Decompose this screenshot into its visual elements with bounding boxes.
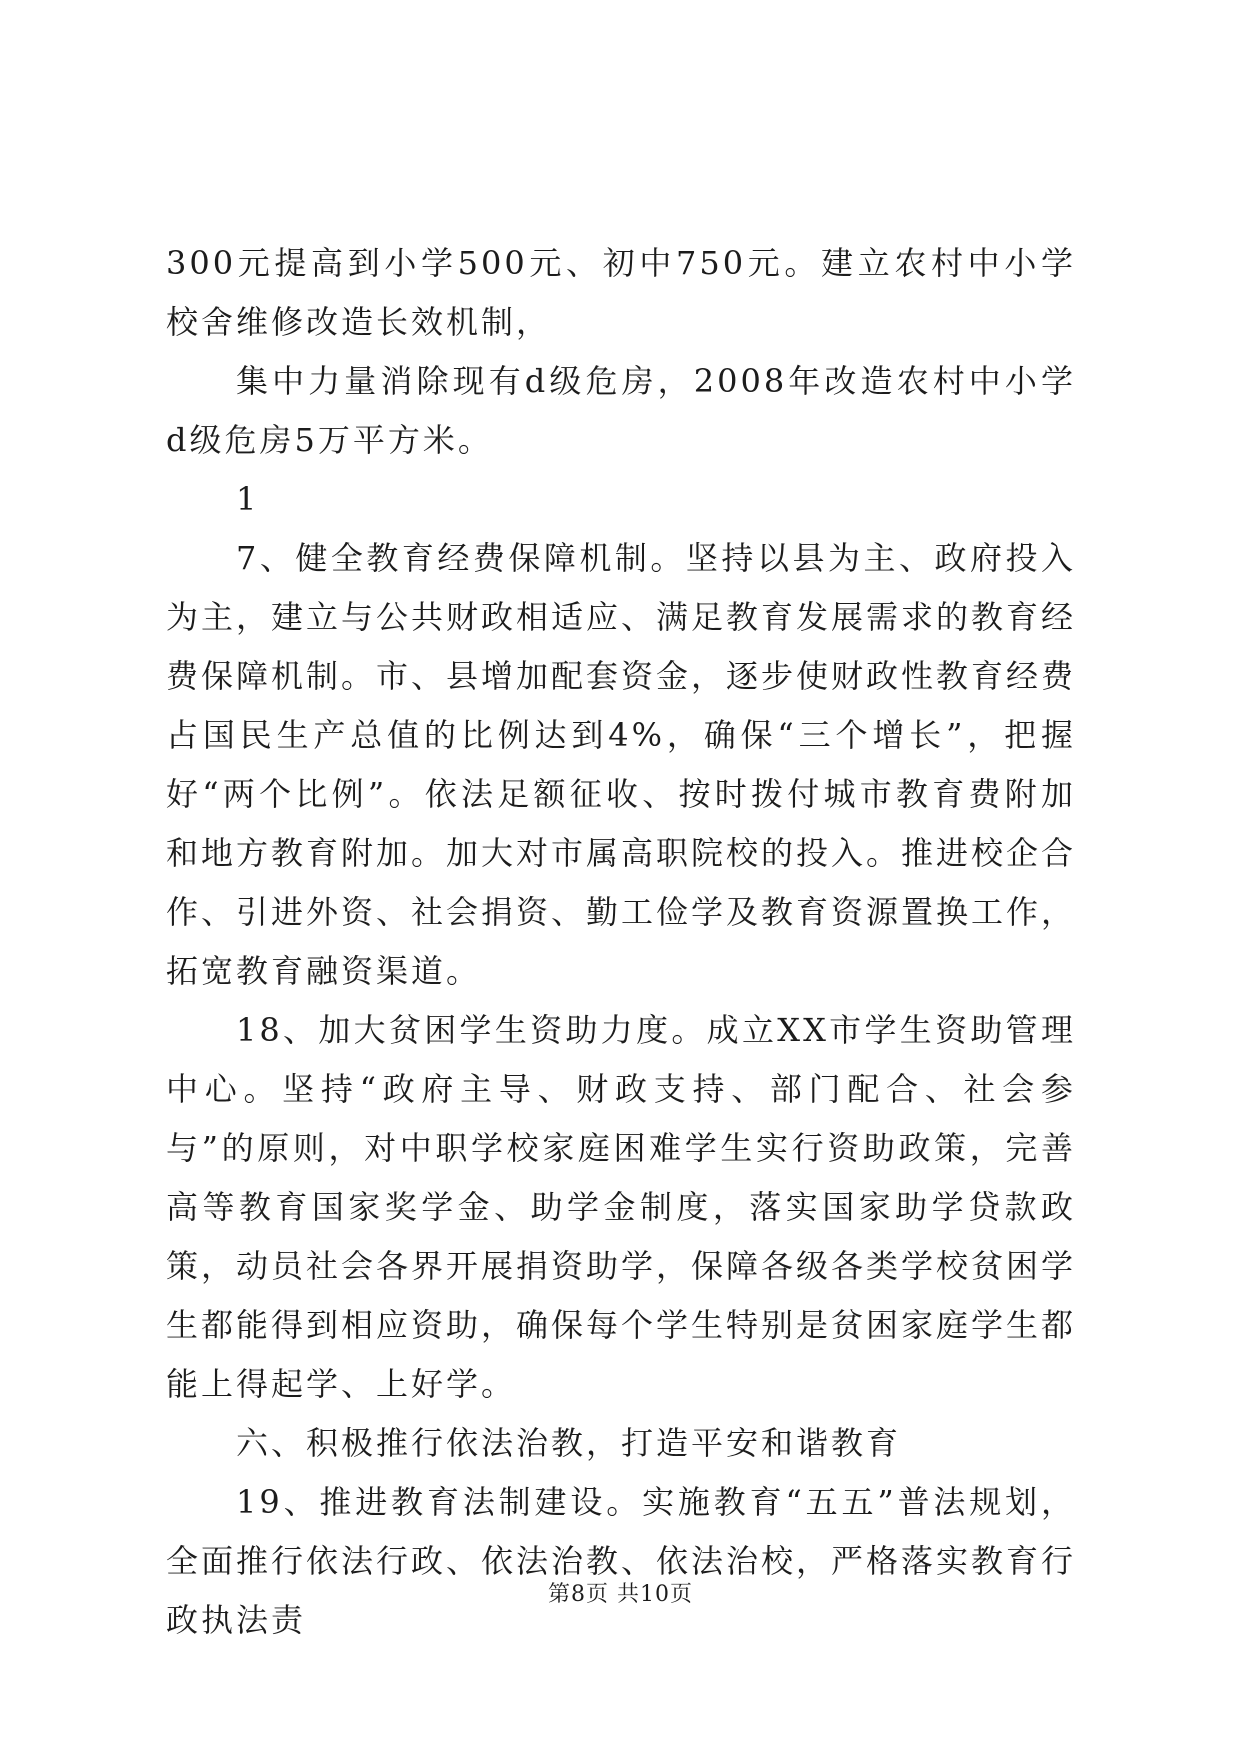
paragraph-1: 300元提高到小学500元、初中750元。建立农村中小学校舍维修改造长效机制，: [166, 244, 1076, 341]
section-heading: 六、积极推行依法治教，打造平安和谐教育: [236, 1424, 902, 1462]
paragraph-3: 1: [236, 480, 260, 518]
document-body: [166, 234, 1076, 1650]
paragraph-6: 19、推进教育法制建设。实施教育“五五”普法规划，全面推行依法行政、依法治教、依法治校，严格落实教育行政执法责: [166, 1483, 1077, 1639]
paragraph-4: 7、健全教育经费保障机制。坚持以县为主、政府投入为主，建立与公共财政相适应、满足教育发展需求的教育经费保障机制。市、县增加配套资金，逐步使财政性教育经费占国民生产总值的比例达到4%，确保“三个增长”，把握好“两个比例”。依法足额征收、按时拨付城市教育费附加和地方教育附加。加大对市属高职院校的投入。推进校企合作、引进外资、社会捐资、勤工俭学及教育资源置换工作，拓宽教育融资渠道。: [166, 539, 1077, 990]
paragraph-5: 18、加大贫困学生资助力度。成立XX市学生资助管理中心。坚持“政府主导、财政支持、部门配合、社会参与”的原则，对中职学校家庭困难学生实行资助政策，完善高等教育国家奖学金、助学金制度，落实国家助学贷款政策，动员社会各界开展捐资助学，保障各级各类学校贫困学生都能得到相应资助，确保每个学生特别是贫困家庭学生都能上得起学、上好学。: [166, 1011, 1077, 1403]
page-footer: 第8页 共10页: [548, 1582, 693, 1607]
paragraph-2: 集中力量消除现有d级危房，2008年改造农村中小学d级危房5万平方米。: [166, 362, 1076, 459]
